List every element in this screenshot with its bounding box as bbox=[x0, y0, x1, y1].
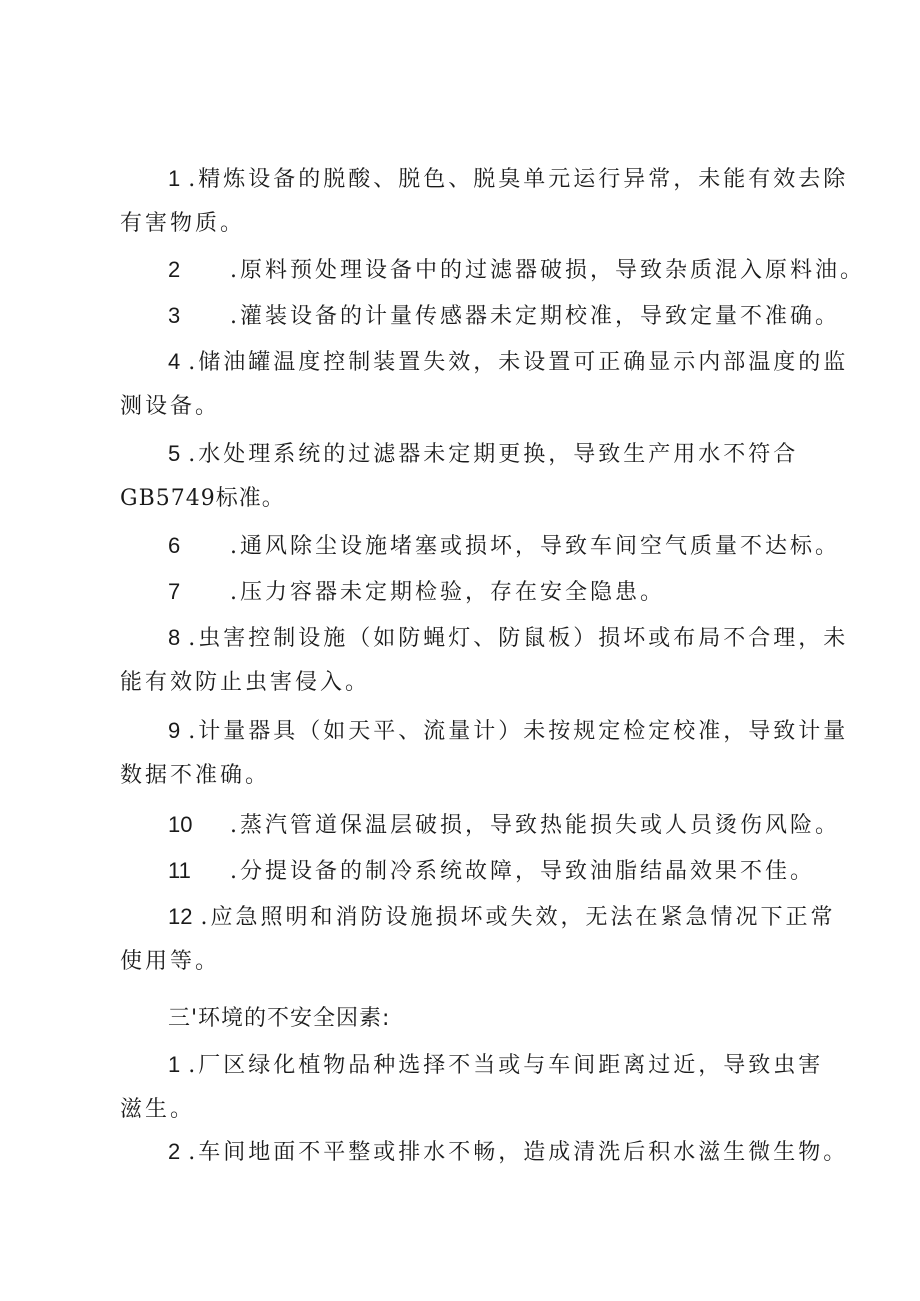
item-number: 6 bbox=[168, 533, 181, 558]
item-text: .储油罐温度控制装置失效，未设置可正确显示内部温度的监 bbox=[188, 350, 849, 375]
item-number: 3 bbox=[168, 303, 181, 328]
item-text: .分提设备的制冷系统故障，导致油脂结晶效果不佳。 bbox=[230, 859, 815, 884]
item-continuation: 测设备。 bbox=[120, 394, 221, 419]
item-text: .应急照明和消防设施损坏或失效，无法在紧急情况下正常 bbox=[200, 905, 836, 930]
item-continuation: 有害物质。 bbox=[120, 211, 246, 236]
item-text: .通风除尘设施堵塞或损坏，导致车间空气质量不达标。 bbox=[230, 534, 840, 559]
item-continuation: 滋生。 bbox=[120, 1097, 196, 1122]
section-heading: 三'环境的不安全因素: bbox=[168, 1006, 391, 1031]
item-number: 12 bbox=[168, 904, 193, 929]
item-number: 1 bbox=[168, 166, 181, 191]
item-text: .灌装设备的计量传感器未定期校准，导致定量不准确。 bbox=[230, 304, 840, 329]
item-text: .虫害控制设施（如防蝇灯、防鼠板）损坏或布局不合理，未 bbox=[188, 626, 849, 651]
item-number: 1 bbox=[168, 1052, 181, 1077]
item-number: 10 bbox=[168, 812, 193, 837]
item-number: 2 bbox=[168, 257, 181, 282]
item-text: .精炼设备的脱酸、脱色、脱臭单元运行异常，未能有效去除 bbox=[188, 167, 849, 192]
item-text: .计量器具（如天平、流量计）未按规定检定校准，导致计量 bbox=[188, 719, 849, 744]
item-continuation: 能有效防止虫害侵入。 bbox=[120, 670, 371, 695]
item-number: 4 bbox=[168, 349, 181, 374]
item-number: 7 bbox=[168, 579, 181, 604]
item-continuation: 数据不准确。 bbox=[120, 763, 271, 788]
item-number: 8 bbox=[168, 625, 181, 650]
item-number: 11 bbox=[168, 858, 191, 883]
item-text: .原料预处理设备中的过滤器破损，导致杂质混入原料油。 bbox=[230, 258, 865, 283]
item-text: .蒸汽管道保温层破损，导致热能损失或人员烫伤风险。 bbox=[230, 813, 840, 838]
item-text: .压力容器未定期检验，存在安全隐患。 bbox=[230, 580, 665, 605]
item-number: 2 bbox=[168, 1139, 181, 1164]
item-continuation: GB5749标准。 bbox=[120, 486, 285, 511]
item-number: 9 bbox=[168, 718, 181, 743]
item-continuation: 使用等。 bbox=[120, 949, 221, 974]
item-text: .水处理系统的过滤器未定期更换，导致生产用水不符合 bbox=[188, 442, 799, 467]
item-number: 5 bbox=[168, 441, 181, 466]
item-text: .厂区绿化植物品种选择不当或与车间距离过近，导致虫害 bbox=[188, 1053, 824, 1078]
item-text: .车间地面不平整或排水不畅，造成清洗后积水滋生微生物。 bbox=[188, 1140, 849, 1165]
